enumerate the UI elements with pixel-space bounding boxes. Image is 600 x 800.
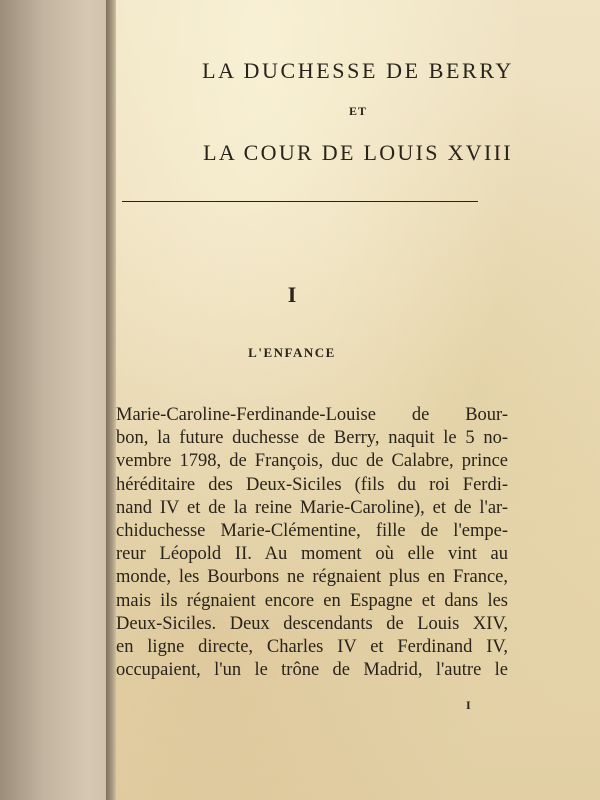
body-line: en ligne directe, Charles IV et Ferdinand IV,: [116, 636, 508, 657]
signature-mark: I: [466, 698, 471, 712]
title-conjunction: ET: [348, 104, 367, 118]
body-line: chiduchesse Marie-Clémentine, fille de l'empe-: [116, 520, 508, 541]
book-title-line-1: LA DUCHESSE DE BERRY: [202, 58, 514, 83]
facing-page-edge: [0, 0, 112, 800]
chapter-title: L'ENFANCE: [248, 345, 336, 360]
body-line: vembre 1798, de François, duc de Calabre, prince: [116, 451, 508, 472]
body-line: Deux-Siciles. Deux descendants de Louis XIV,: [116, 613, 508, 634]
chapter-number: I: [287, 282, 297, 307]
book-title-line-2: LA COUR DE LOUIS XVIII: [203, 140, 513, 165]
title-rule: [122, 201, 478, 202]
body-line: mais ils régnaient encore en Espagne et dans les: [116, 590, 508, 611]
body-line: héréditaire des Deux-Siciles (fils du roi Ferdi-: [116, 474, 508, 495]
body-paragraph: [116, 404, 508, 682]
body-line: occupaient, l'un le trône de Madrid, l'autre le: [116, 660, 508, 681]
body-line: bon, la future duchesse de Berry, naquit le 5 no-: [116, 428, 508, 449]
body-line: nand IV et de la reine Marie-Caroline), et de l'ar-: [116, 497, 508, 518]
body-line: Marie-Caroline-Ferdinande-Louise de Bour-: [116, 405, 508, 425]
book-page: [116, 0, 600, 800]
body-line: reur Léopold II. Au moment où elle vint au: [116, 544, 508, 565]
body-line: monde, les Bourbons ne régnaient plus en France,: [116, 567, 508, 588]
